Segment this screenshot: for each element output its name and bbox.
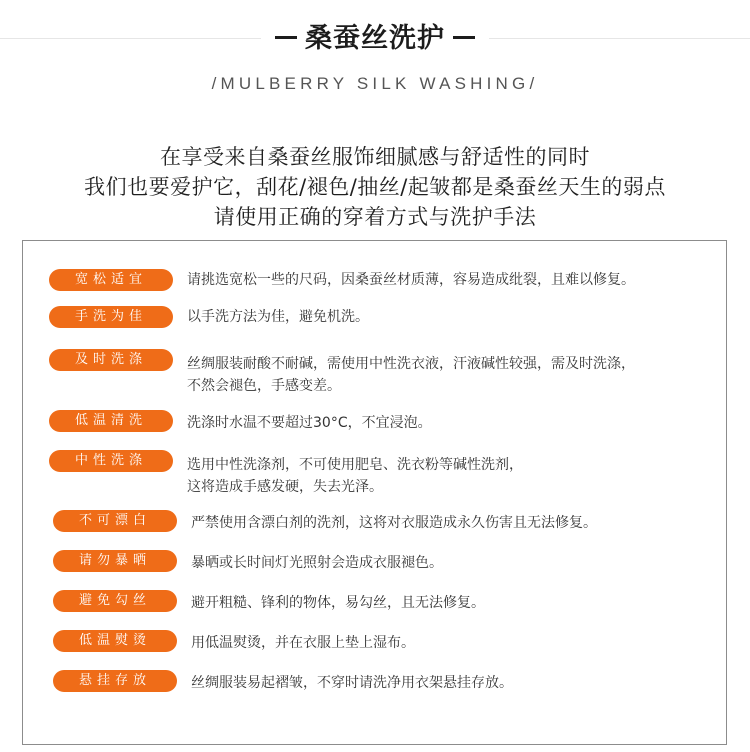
intro-line: 请使用正确的穿着方式与洗护手法 [213,205,537,229]
tip-description [187,306,707,328]
tip-description [187,353,707,397]
page-title [0,22,750,56]
tip-line: 避开粗糙、锋利的物体，易勾丝，且无法修复。 [191,595,485,611]
tip-badge: 避免勾丝 [53,590,177,612]
tip-description [187,412,707,434]
tip-row-hang-storage [53,670,711,694]
tip-line: 不然会褪色，手感变差。 [187,378,341,394]
tip-badge: 中性洗涤 [49,450,173,472]
title-text: 桑蚕丝洗护 [305,23,445,54]
tip-row-hand-wash [49,306,707,328]
tip-description [187,454,707,498]
tip-line: 丝绸服装易起褶皱，不穿时请洗净用衣架悬挂存放。 [191,675,513,691]
tip-description [187,269,707,291]
tip-line: 以手洗方法为佳，避免机洗。 [187,309,369,325]
tip-badge: 宽松适宜 [49,269,173,291]
tip-line: 丝绸服装耐酸不耐碱，需使用中性洗衣液，汗液碱性较强，需及时洗涤， [187,356,635,372]
tip-line: 请挑选宽松一些的尺码，因桑蚕丝材质薄，容易造成纰裂，且难以修复。 [187,272,635,288]
tip-row-low-temp-iron [53,630,711,654]
tip-description [191,512,711,534]
tip-row-loose-fit [49,269,707,291]
tip-line: 这将造成手感发硬，失去光泽。 [187,479,383,495]
tip-badge: 低温清洗 [49,410,173,432]
tip-badge: 不可漂白 [53,510,177,532]
intro-line: 我们也要爱护它，刮花/褪色/抽丝/起皱都是桑蚕丝天生的弱点 [84,175,666,199]
title-dash-right [453,36,475,39]
tip-row-wash-promptly [49,349,707,397]
tip-description [191,592,711,614]
tip-row-no-sun [53,550,711,574]
intro-line: 在享受来自桑蚕丝服饰细腻感与舒适性的同时 [160,145,590,169]
tip-badge: 请勿暴晒 [53,550,177,572]
tip-badge: 及时洗涤 [49,349,173,371]
tip-line: 洗涤时水温不要超过30°C，不宜浸泡。 [187,415,432,431]
page-subtitle: /MULBERRY SILK WASHING/ [211,74,539,93]
tip-line: 严禁使用含漂白剂的洗剂，这将对衣服造成永久伤害且无法修复。 [191,515,597,531]
tip-line: 暴晒或长时间灯光照射会造成衣服褪色。 [191,555,443,571]
tip-badge: 低温熨烫 [53,630,177,652]
tip-row-avoid-snag [53,590,711,614]
tip-line: 选用中性洗涤剂，不可使用肥皂、洗衣粉等碱性洗剂， [187,457,523,473]
tip-row-neutral-detergent [49,450,707,498]
title-dash-left [275,36,297,39]
tip-line: 用低温熨烫，并在衣服上垫上湿布。 [191,635,415,651]
tip-row-low-temp-wash [49,410,707,434]
tip-badge: 悬挂存放 [53,670,177,692]
intro-text [0,142,750,232]
tip-description [191,672,711,694]
tip-description [191,632,711,654]
care-tips-panel [22,240,727,745]
tip-description [191,552,711,574]
tip-badge: 手洗为佳 [49,306,173,328]
tip-row-no-bleach [53,510,711,534]
